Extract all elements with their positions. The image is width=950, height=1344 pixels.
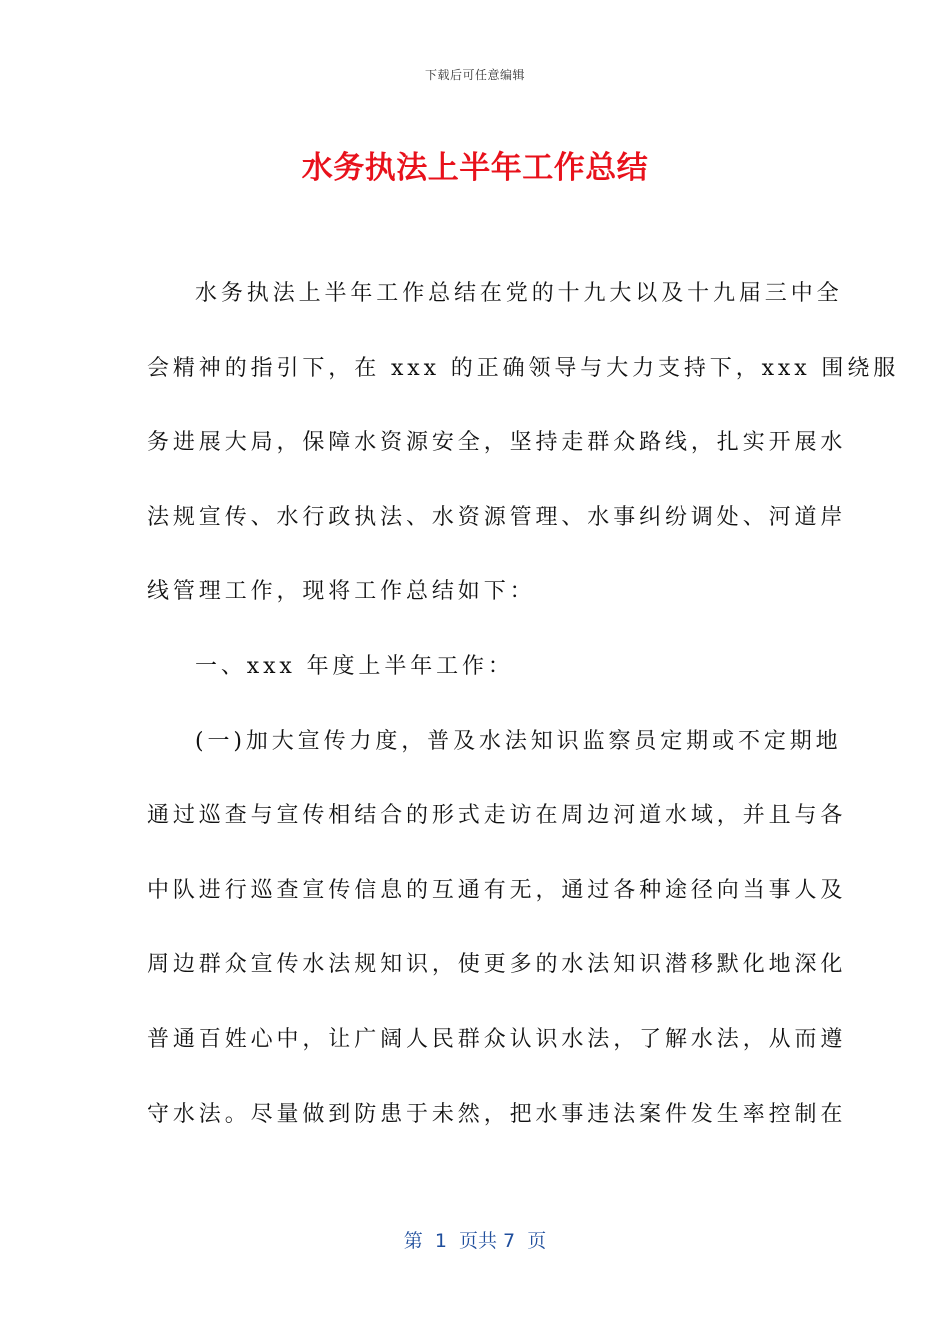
document-title: 水务执法上半年工作总结	[301, 150, 649, 186]
section-heading: 一、xxx 年度上半年工作：	[195, 653, 514, 679]
paragraph-line: 会精神的指引下，在 xxx 的正确领导与大力支持下，xxx 围绕服	[147, 355, 900, 381]
header-note: 下载后可任意编辑	[424, 68, 525, 82]
paragraph-line: 守水法。尽量做到防患于未然，把水事违法案件发生率控制在	[147, 1101, 847, 1127]
paragraph-line: 水务执法上半年工作总结在党的十九大以及十九届三中全	[195, 281, 843, 306]
paragraph-line: 通过巡查与宣传相结合的形式走访在周边河道水域，并且与各	[147, 803, 847, 829]
paragraph-line: 线管理工作，现将工作总结如下：	[147, 579, 536, 605]
paragraph-line: 务进展大局，保障水资源安全，坚持走群众路线，扎实开展水	[147, 430, 847, 456]
paragraph-line: 周边群众宣传水法规知识，使更多的水法知识潜移默化地深化	[147, 952, 847, 978]
document-body	[147, 274, 900, 1169]
paragraph-line: 普通百姓心中，让广阔人民群众认识水法，了解水法，从而遵	[147, 1026, 847, 1052]
paragraph-line: (一)加大宣传力度，普及水法知识监察员定期或不定期地	[195, 728, 842, 754]
page-number-footer: 第 1 页共 7 页	[403, 1230, 547, 1252]
paragraph-line: 中队进行巡查宣传信息的互通有无，通过各种途径向当事人及	[147, 877, 847, 903]
paragraph-line: 法规宣传、水行政执法、水资源管理、水事纠纷调处、河道岸	[147, 504, 847, 530]
